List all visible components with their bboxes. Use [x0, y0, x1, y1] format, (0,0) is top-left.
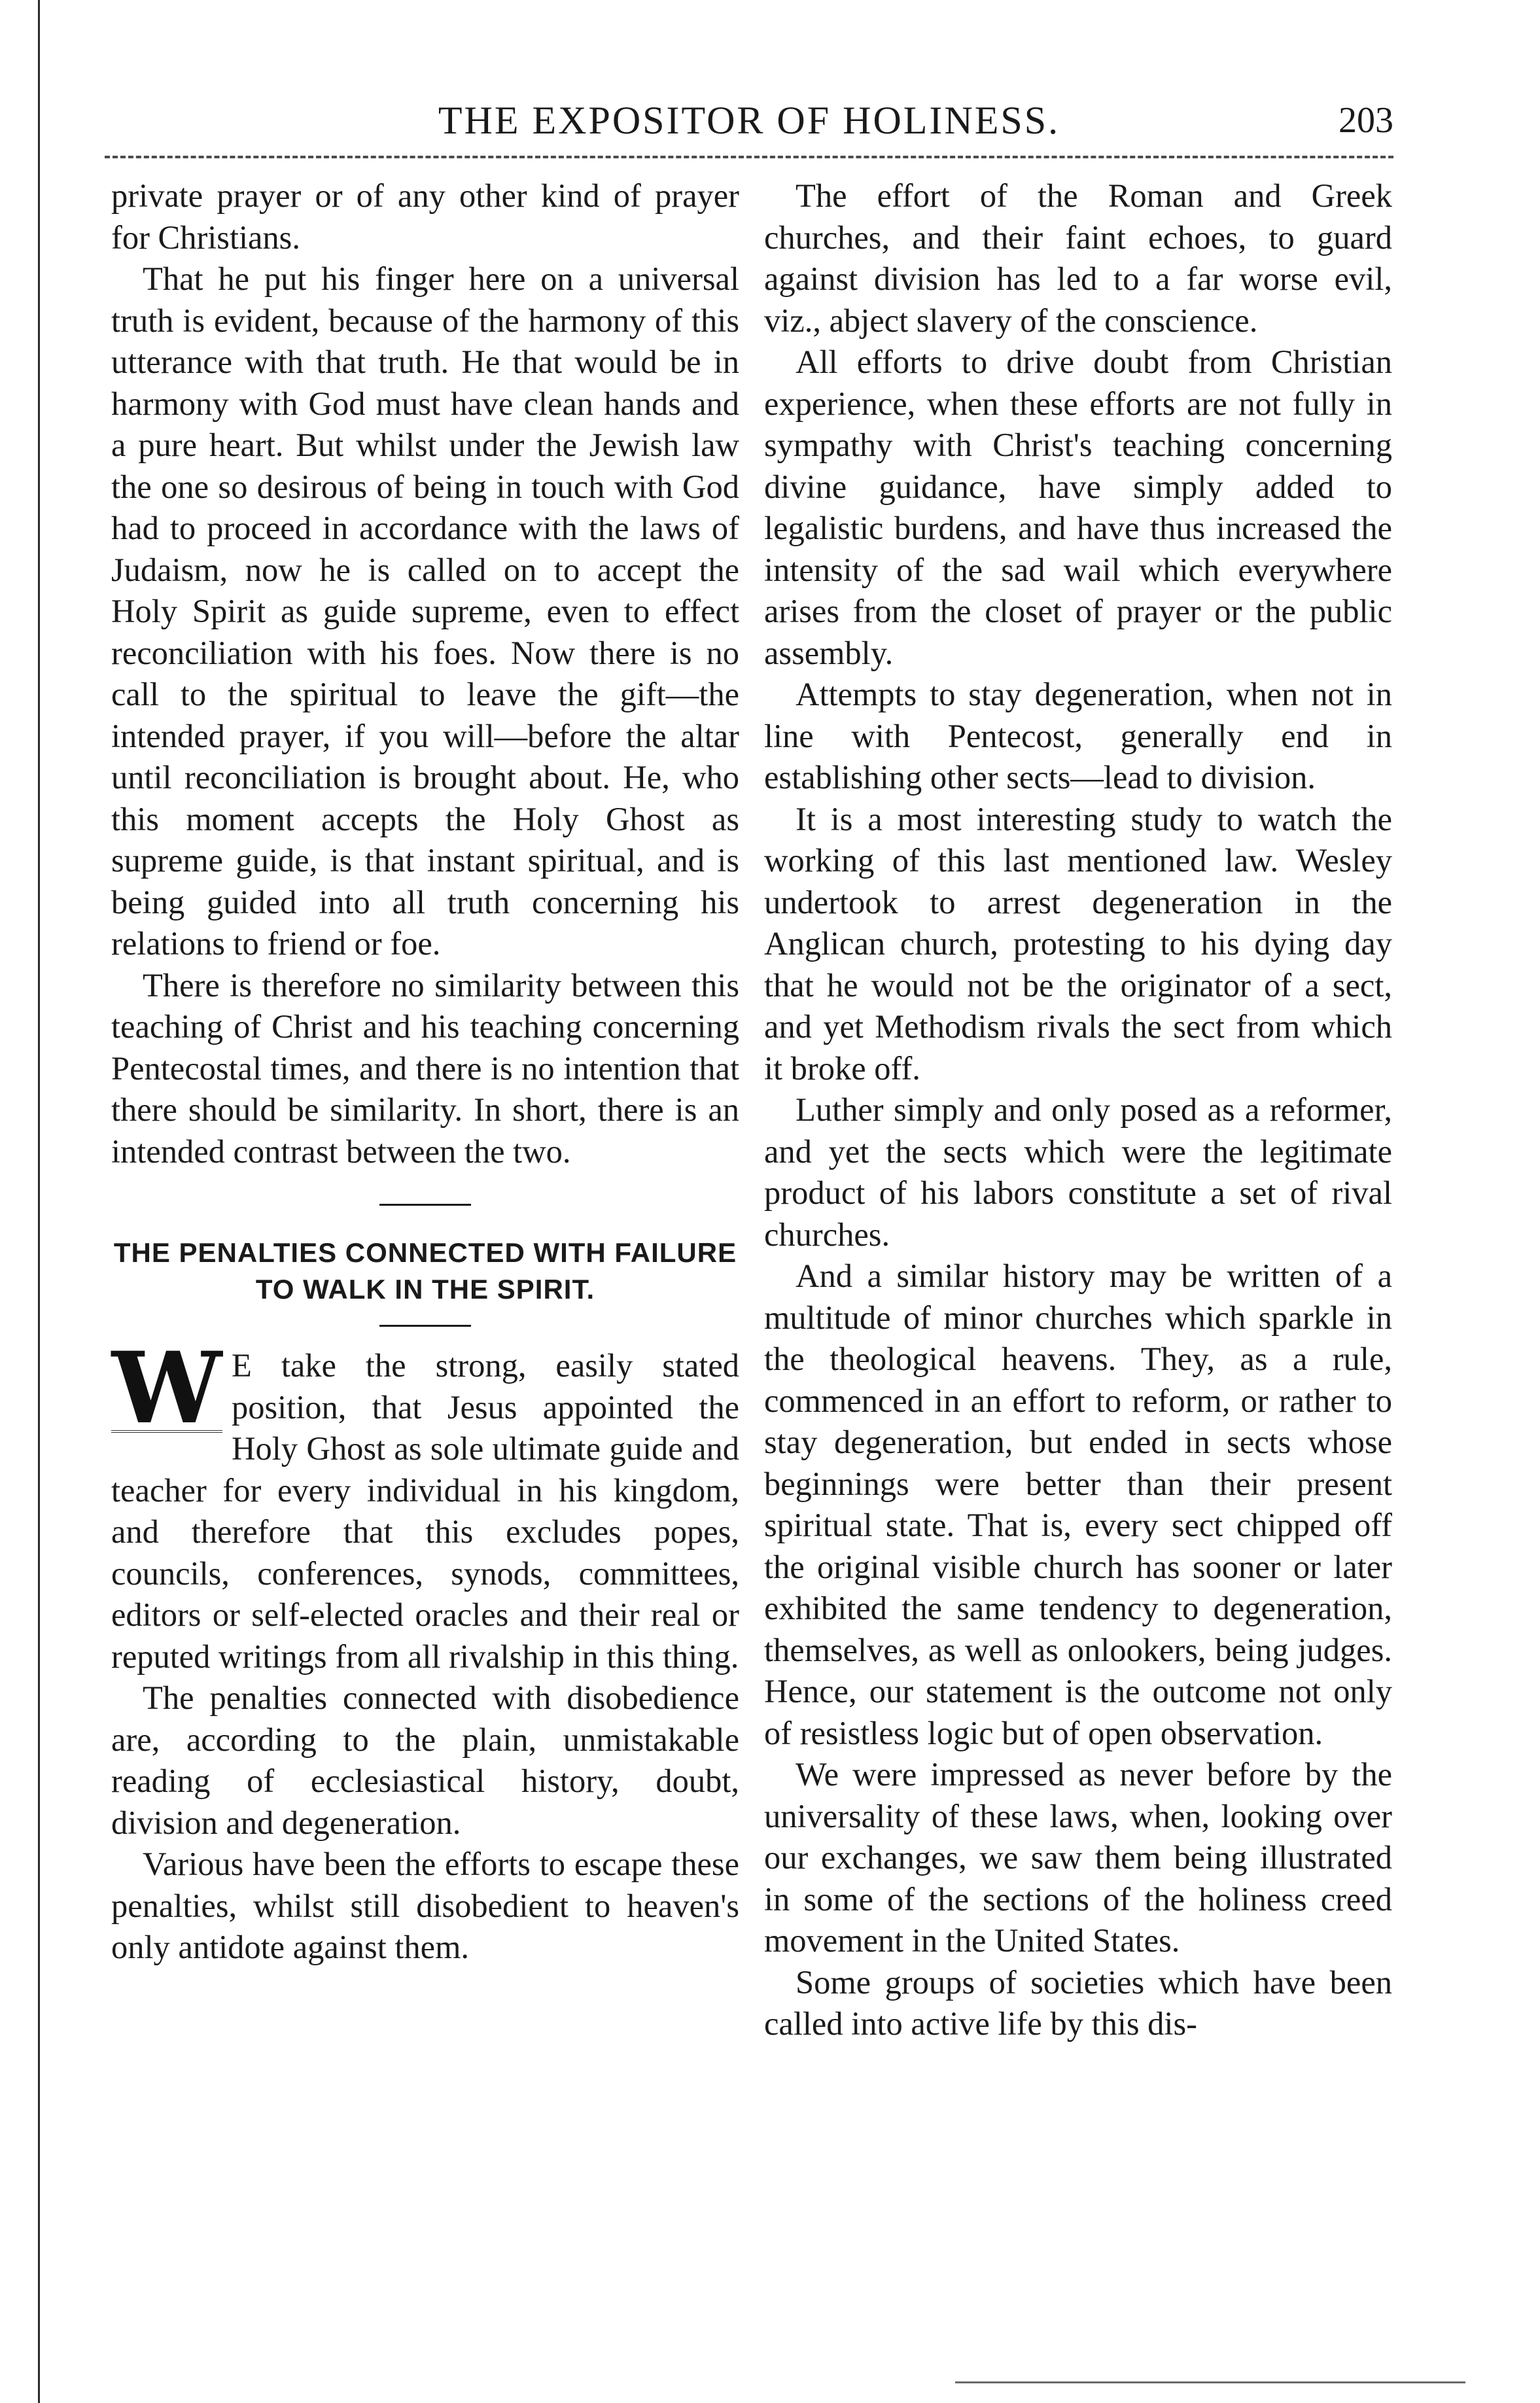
paragraph: There is therefore no similarity between this teaching of Christ and his teaching concerning Pentecostal times, and there is no intention that there should be similarity. In short, there is an intended contrast between the two.	[111, 966, 739, 1170]
paragraph: Luther simply and only posed as a reformer, and yet the sects which were the legitimate product of his labors constitute a set of rival churches.	[764, 1091, 1392, 1253]
footer-rule	[955, 2381, 1465, 2383]
paragraph: That he put his finger here on a universal truth is evident, because of the harmony of this utterance with that truth. He that would be in harmony with God must have clean hands and a pure heart. But whilst under the Jewish law the one so desirous of being in touch with God had to proceed in accordance with the laws of Judaism, now he is called on to accept the Holy Spirit as guide supreme, even to effect reconciliation with his foes. Now there is no call to the spiritual to leave the gift—the intended prayer, if you will—before the altar until reconciliation is brought about. He, who this moment accepts the Holy Ghost as supreme guide, is that instant spiritual, and is being guided into all truth concerning his relations to friend or foe.	[111, 260, 739, 962]
section-heading: THE PENALTIES CONNECTED WITH FAILURE TO WALK IN THE SPIRIT.	[113, 1237, 737, 1305]
paragraph: private prayer or of any other kind of prayer for Christians.	[111, 177, 739, 256]
right-column	[764, 175, 1392, 2045]
page-header	[105, 92, 1393, 150]
paragraph: Some groups of societies which have been called into active life by this dis-	[764, 1963, 1392, 2042]
paragraph	[111, 1331, 739, 1677]
paragraph-text: E take the strong, easily stated position, that Jesus appointed the Holy Ghost as sole ultimate guide and teacher for every individual in his kingdom, and therefore that this excludes popes, councils, conferences, synods, committees, editors or self-elected oracles and their real or reputed writings from all rivalship in this thing.	[111, 1347, 739, 1675]
paragraph: The penalties connected with disobedience are, according to the plain, unmistakable reading of ecclesiastical history, doubt, division and degeneration.	[111, 1679, 739, 1841]
paragraph: We were impressed as never before by the universality of these laws, when, looking over our exchanges, we saw them being illustrated in some of the sections of the holiness creed movement in the United States.	[764, 1756, 1392, 1959]
paragraph: It is a most interesting study to watch the working of this last mentioned law. Wesley undertook to arrest degeneration in the Anglican church, protesting to his dying day that he would not be the originator of a sect, and yet Methodism rivals the sect from which it broke off.	[764, 800, 1392, 1087]
page-number: 203	[1339, 100, 1393, 141]
section-divider	[379, 1325, 471, 1327]
paragraph: The effort of the Roman and Greek churches, and their faint echoes, to guard against division has led to a far worse evil, viz., abject slavery of the conscience.	[764, 177, 1392, 339]
drop-cap: W	[111, 1331, 222, 1446]
paragraph: Attempts to stay degeneration, when not in line with Pentecost, generally end in establishing other sects—lead to division.	[764, 676, 1392, 796]
paragraph: All efforts to drive doubt from Christian experience, when these efforts are not fully in sympathy with Christ's teaching concerning divine guidance, have simply added to legalistic burdens, and have thus increased the intensity of the sad wail which everywhere arises from the closet of prayer or the public assembly.	[764, 343, 1392, 671]
header-rule	[105, 156, 1393, 158]
running-title: THE EXPOSITOR OF HOLINESS.	[438, 99, 1060, 142]
page-binding-edge	[38, 0, 40, 2403]
section-divider	[379, 1204, 471, 1206]
paragraph: And a similar history may be written of a multitude of minor churches which sparkle in the theological heavens. They, as a rule, commenced in an effort to reform, or rather to stay degeneration, but ended in sects whose beginnings were better than their present spiritual state. That is, every sect chipped off the original visible church has sooner or later exhibited the same tendency to degeneration, themselves, as well as onlookers, being judges. Hence, our statement is the outcome not only of resistless logic but of open observation.	[764, 1257, 1392, 1751]
left-column	[111, 175, 739, 1969]
paragraph: Various have been the efforts to escape these penalties, whilst still disobedient to heaven's only antidote against them.	[111, 1846, 739, 1965]
